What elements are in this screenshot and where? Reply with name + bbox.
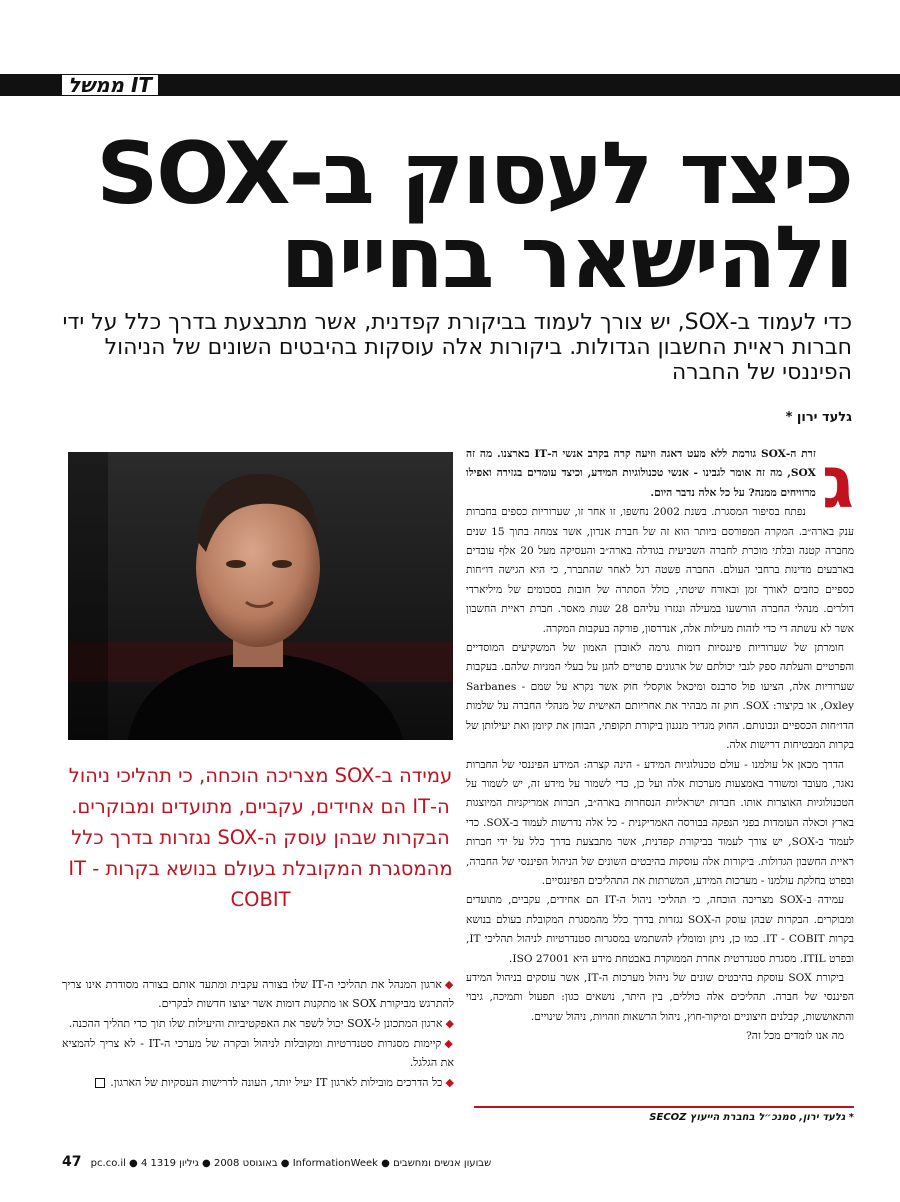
- takeaways-list: [62, 975, 454, 1093]
- body-paragraph: עמידה ב-SOX מצריכה הוכחה, כי תהליכי ניהול ה-IT הם אחידים, עקביים, מתועדים ומבוקרים. הבקרות שבהן עוסק ה-SOX נגזרות בדרך כלל מהמסגרת המקובלת בעולם בנושא בקרות IT - COBIT. כמו כן, ניתן ומומלץ להשתמש במסגרות סטנדרטיות לניהול תהליכי IT, ובפרט ITIL. מסגרת סטנדרטית אחרת הממוקדת באבטחת מידע היא ISO 27001.: [466, 894, 855, 965]
- list-item: ◆קיימות מסגרות סטנדרטיות ומקובלות לניהול ובקרה של מערכי ה-IT - לא צריך להמציא את הגלגל.: [62, 1037, 454, 1069]
- title-line-2: ולהישאר בחיים: [280, 208, 852, 308]
- bullet-diamond-icon: ◆: [444, 978, 454, 991]
- article-intro: זרת ה-SOX גורמת ללא מעט דאגה וזיעה קרה בקרב אנשי ה-IT בארצנו. מה זה SOX, מה זה אומר לגבינו - אנשי טכנולוגיות המידע, וכיצד עומדים בגזירה ואפילו מרוויחים ממנה? על כל אלה נדבר היום.: [466, 448, 816, 499]
- title-line-1: כיצד לעסוק ב-SOX: [96, 124, 852, 224]
- author-name: גלעד ירון: [796, 410, 852, 425]
- section-label: ממשל IT: [62, 75, 158, 95]
- drop-cap: ג: [821, 440, 854, 524]
- body-paragraph: ביקורת SOX עוסקת בהיבטים שונים של ניהול מערכות ה-IT, אשר עוסקים בניהול המידע הפיננסי של חברה. תהליכים אלה כוללים, בין היתר, נושאים כגון: תפעול ותמיכה, גיבוי והתאוששות, קבלנים חיצוניים ומיקור-חוץ, ניהול הרשאות וזהויות, ניהול שינויים.: [466, 971, 854, 1023]
- article-title: [72, 124, 852, 308]
- author-photo: [68, 452, 453, 740]
- footer-text: pc.co.il ● 4 באוגוסט 2008 ● גיליון 1319 ● InformationWeek ● שבועון אנשים ומחשבים: [90, 1158, 492, 1169]
- portrait-illustration: [68, 452, 453, 740]
- article-body: [466, 440, 855, 1047]
- end-of-article-icon: [95, 1078, 105, 1088]
- author-mark: *: [785, 410, 793, 425]
- body-paragraph: חומרתן של שערוריות פיננסיות דומות גרמה לאובדן האמון של המשקיעים המוסדיים והפרטיים והעלתה ספק לגבי יכולתם של ארגונים פרטיים להגן על בעלי המניות שלהם. בעקבות שערוריות אלה, הציעו פול סרבנס ומיכאל אוקסלי חוק אשר נקרא על שמם - Sarbanes Oxley, או בקיצור: SOX. חוק זה מבהיר את אחריותם האישית של מנהלי החברה על שלמות הדו״חות הכספיים ונכונותם. החוק מגדיר מנגנון ביקורת תקופתי, הבוחן את קיומן ואת יעילותן של בקרות המבטיחות דרישות אלה.: [466, 642, 855, 752]
- page-number: 47: [62, 1154, 82, 1170]
- pull-quote: עמידה ב-SOX מצריכה הוכחה, כי תהליכי ניהול ה-IT הם אחידים, עקביים, מתועדים ומבוקרים. הבקרות שבהן עוסק ה-SOX נגזרות בדרך כלל מהמסגרת המקובלת בעולם בנושא בקרות IT - COBIT: [68, 764, 453, 911]
- footnote-divider: [474, 1106, 854, 1108]
- body-paragraph: הדרך מכאן אל עולמנו - עולם טכנולוגיות המידע - הינה קצרה: המידע הפיננסי של החברות נאגר, מעובד ומשודר באמצעות מערכות אלה ועל כן, כדי לשמור על מידע זה, יש לשמור על הטכנולוגיות האוצרות אותו. חברות ישראליות הנסחרות בארה״ב, חברות אמריקניות המיוצגות בארץ וכאלה העומדות בפני הנפקה בבורסה האמריקנית - כל אלה נדרשות לעמוד ב-SOX. כדי לעמוד ב-SOX, יש צורך לעמוד בביקורת קפדנית, אשר מתבצעת בדרך כלל על ידי חברות ראיית החשבון הגדולות. ביקורות אלה עוסקות בהיבטים השונים של הניהול הפיננסי של החברה, ובפרט בחלקת עולמנו - מערכות המידע, המשרתות את התהליכים הפיננסיים.: [466, 758, 854, 887]
- byline: [786, 410, 852, 425]
- bullet-diamond-icon: ◆: [445, 1017, 454, 1030]
- bullet-diamond-icon: ◆: [444, 1037, 454, 1050]
- list-item: ◆ארגון המתכונן ל-SOX יכול לשפר את האפקטיביות והיעילות שלו תוך כדי תהליך ההכנה.: [68, 1017, 454, 1030]
- page-footer: [62, 1154, 852, 1170]
- lead-paragraph: כדי לעמוד ב-SOX, יש צורך לעמוד בביקורת קפדנית, אשר מתבצעת בדרך כלל על ידי חברות ראיית החשבון הגדולות. ביקורות אלה עוסקות בהיבטים השונים של הניהול הפיננסי של החברה: [62, 310, 852, 385]
- list-item: ◆כל הדרכים מובילות לארגון IT יעיל יותר, העונה לדרישות העסקיות של הארגון.: [62, 1073, 454, 1092]
- bullet-diamond-icon: ◆: [445, 1076, 454, 1089]
- body-paragraph: נפתח בסיפור המסגרת. בשנת 2002 נחשפו, זו אחר זו, שערוריות כספים בחברות ענק בארה״ב. המקרה המפורסם ביותר הוא זה של חברת אנרון, אשר צמחה בתוך 15 שנים מחברה קטנה ובלתי מוכרת לחברה השביעית בגודלה בארה״ב והעסיקה מעל 20 אלף עובדים בארבעים מדינות ברחבי העולם. החברה פשטה רגל לאחר שהתברר, כי היא הגישה דו״חות כספיים כוזבים לאורך זמן ובאורח שיטתי, כולל הסתרה של חובות בסכומים של מיליארדי דולרים. מנהלי החברה הורשעו במעילה ונגזרו עליהם 28 שנות מאסר. חברת ראיית החשבון אשר לא עשתה די כדי לזהות מעילות אלה, אנדרסון, פורקה בעקבות המקרה.: [466, 506, 854, 635]
- list-item: ◆ארגון המנהל את תהליכי ה-IT שלו בצורה עקבית ומתעד אותם בצורה מסודרת אינו צריך להתרגש מביקורת SOX או מתקנות דומות אשר יצוצו חדשות לבקרים.: [62, 978, 454, 1010]
- author-footnote: * גלעד ירון, סמנכ״ל בחברת הייעוץ SECOZ: [649, 1112, 854, 1123]
- body-paragraph: מה אנו לומדים מכל זה?: [746, 1030, 844, 1043]
